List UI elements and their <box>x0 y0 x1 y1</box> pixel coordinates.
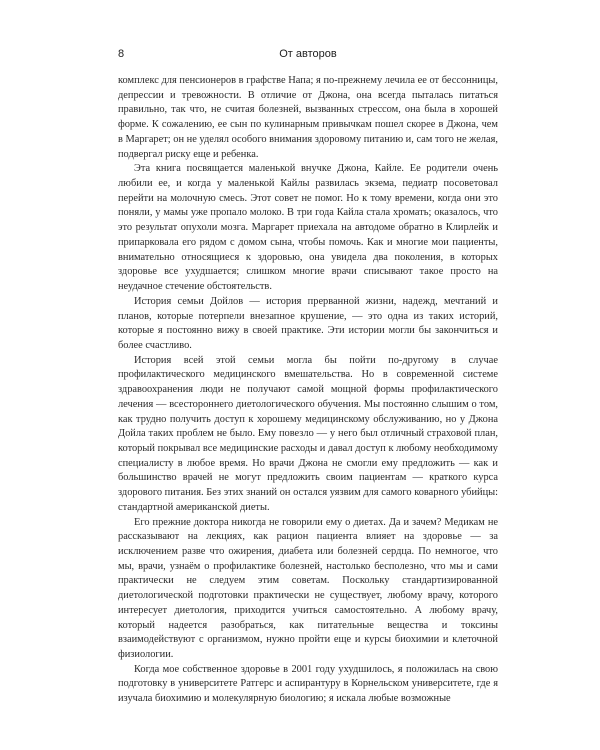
paragraph: Его прежние доктора никогда не говорили ему о диетах. Да и зачем? Медикам не рассказывают на лекциях, как рацион пациента влияет на здоровье — за исключением разве что ожирения, диабета или болезней сердца. По немногое, что мы, врачи, узнаём о профилактике болезней, настолько бесполезно, что мы и сами практически не следуем этим советам. Поскольку стандартизированной диетологической подготовки практически не существует, любому врачу, которого интересует диетология, приходится учиться самостоятельно. А любому врачу, который надеется разобраться, как питательные вещества и токсины взаимодействуют с организмом, нужно пройти еще и курсы биохимии и клеточной физиологии. <box>118 516 498 661</box>
paragraph: Эта книга посвящается маленькой внучке Джона, Кайле. Ее родители очень любили ее, и когда у маленькой Кайлы развилась экзема, педиатр посоветовал перейти на молочную смесь. Этот совет не помог. Но к тому времени, когда они это поняли, у мамы уже пропало молоко. В три года Кайла стала хромать; оказалось, что это результат опухоли мозга. Маргарет приехала на автодоме обратно в Клирлейк и припарковала его рядом с домом сына, чтобы помочь. Как и многие мои пациенты, внимательно относящиеся к здоровью, она увидела два поколения, в которых здоровье все ухудшается; слишком многие врачи списывают такое просто на неудачное стечение обстоятельств. <box>118 163 498 293</box>
page-number: 8 <box>118 48 125 60</box>
body-text <box>118 74 498 707</box>
running-title: От авторов <box>279 48 337 60</box>
page-header <box>118 48 498 66</box>
paragraph: Когда мое собственное здоровье в 2001 году ухудшилось, я положилась на свою подготовку в университете Ратгерс и аспирантуру в Корнельском университете, где я изучала биохимию и молекулярную биологию; я искала любые возможные <box>118 663 498 705</box>
paragraph: История всей этой семьи могла бы пойти по-другому в случае профилактического медицинского вмешательства. Но в современной системе здравоохранения люди не получают самой мощной формы профилактического лечения — всестороннего диетологического обучения. Мы постоянно слышим о том, как трудно получить доступ к хорошему медицинскому обслуживанию, но у Джона Дойла таких проблем не было. Ему повезло — у него был отличный страховой план, который покрывал все медицинские расходы и давал доступ к любому необходимому специалисту в любое время. Но врачи Джона не смогли ему предложить — как и большинство врачей не могут предложить своим пациентам — краткого курса здорового питания. Без этих знаний он остался уязвим для самого коварного убийцы: стандартной американской диеты. <box>118 354 498 513</box>
paragraph: История семьи Дойлов — история прерванной жизни, надежд, мечтаний и планов, которые потерпели внезапное крушение, — это одна из таких историй, которые я постоянно вижу в своей практике. Эти истории могли бы закончиться и более счастливо. <box>118 295 498 351</box>
paragraph: комплекс для пенсионеров в графстве Напа; я по-прежнему лечила ее от бессонницы, депрессии и тревожности. В отличие от Джона, она всегда пыталась питаться правильно, так что, не считая болезней, вызванных стрессом, она была в хорошей форме. К сожалению, ее сын по кулинарным привычкам пошел скорее в Джона, чем в Маргарет; он не уделял особого внимания здоровому питанию и, сам того не желая, подвергал риску еще и ребенка. <box>118 75 498 160</box>
